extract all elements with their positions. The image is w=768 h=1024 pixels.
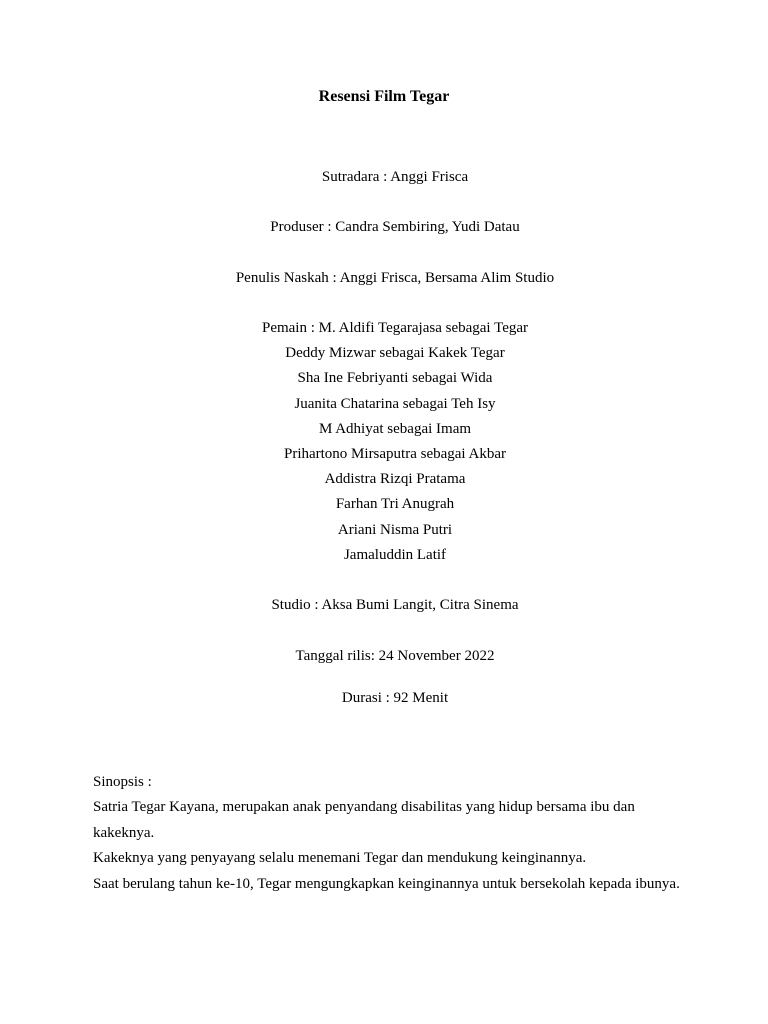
release-date-line — [0, 645, 768, 667]
cast-item: Addistra Rizqi Pratama — [324, 471, 466, 488]
release-date-text: Tanggal rilis: 24 November 2022 — [295, 648, 495, 664]
cast-item: M Adhiyat sebagai Imam — [318, 420, 472, 437]
synopsis-heading: Sinopsis : — [93, 774, 152, 790]
producer-line — [0, 216, 768, 238]
writer-text: Penulis Naskah : Anggi Frisca, Bersama Alim Studio — [235, 270, 555, 286]
synopsis-paragraph: Kakeknya yang penyayang selalu menemani Tegar dan mendukung keinginannya. — [93, 850, 587, 867]
director-line — [0, 166, 768, 188]
cast-item: Prihartono Mirsaputra sebagai Akbar — [283, 446, 507, 463]
cast-item: Pemain : M. Aldifi Tegarajasa sebagai Tegar — [261, 320, 528, 336]
duration-text: Durasi : 92 Menit — [341, 690, 449, 706]
synopsis-paragraph: Satria Tegar Kayana, merupakan anak penyandang disabilitas yang hidup bersama ibu dan kakeknya. — [93, 799, 635, 841]
producer-text: Produser : Candra Sembiring, Yudi Datau — [270, 219, 520, 235]
cast-item: Deddy Mizwar sebagai Kakek Tegar — [285, 345, 505, 362]
director-text: Sutradara : Anggi Frisca — [321, 169, 469, 185]
duration-line — [0, 687, 768, 709]
synopsis-paragraph: Saat berulang tahun ke-10, Tegar mengungkapkan keinginannya untuk bersekolah kepada ibunya. — [93, 875, 680, 892]
cast-item: Jamaluddin Latif — [343, 546, 447, 563]
cast-item: Ariani Nisma Putri — [337, 521, 453, 538]
document-title: Resensi Film Tegar — [318, 88, 450, 105]
synopsis-section — [93, 770, 693, 897]
writer-line — [0, 267, 768, 289]
cast-list — [0, 316, 768, 568]
cast-item: Farhan Tri Anugrah — [335, 496, 455, 513]
studio-line — [0, 594, 768, 616]
cast-item: Juanita Chatarina sebagai Teh Isy — [294, 395, 496, 412]
cast-item: Sha Ine Febriyanti sebagai Wida — [297, 370, 493, 387]
studio-text: Studio : Aksa Bumi Langit, Citra Sinema — [271, 597, 519, 613]
